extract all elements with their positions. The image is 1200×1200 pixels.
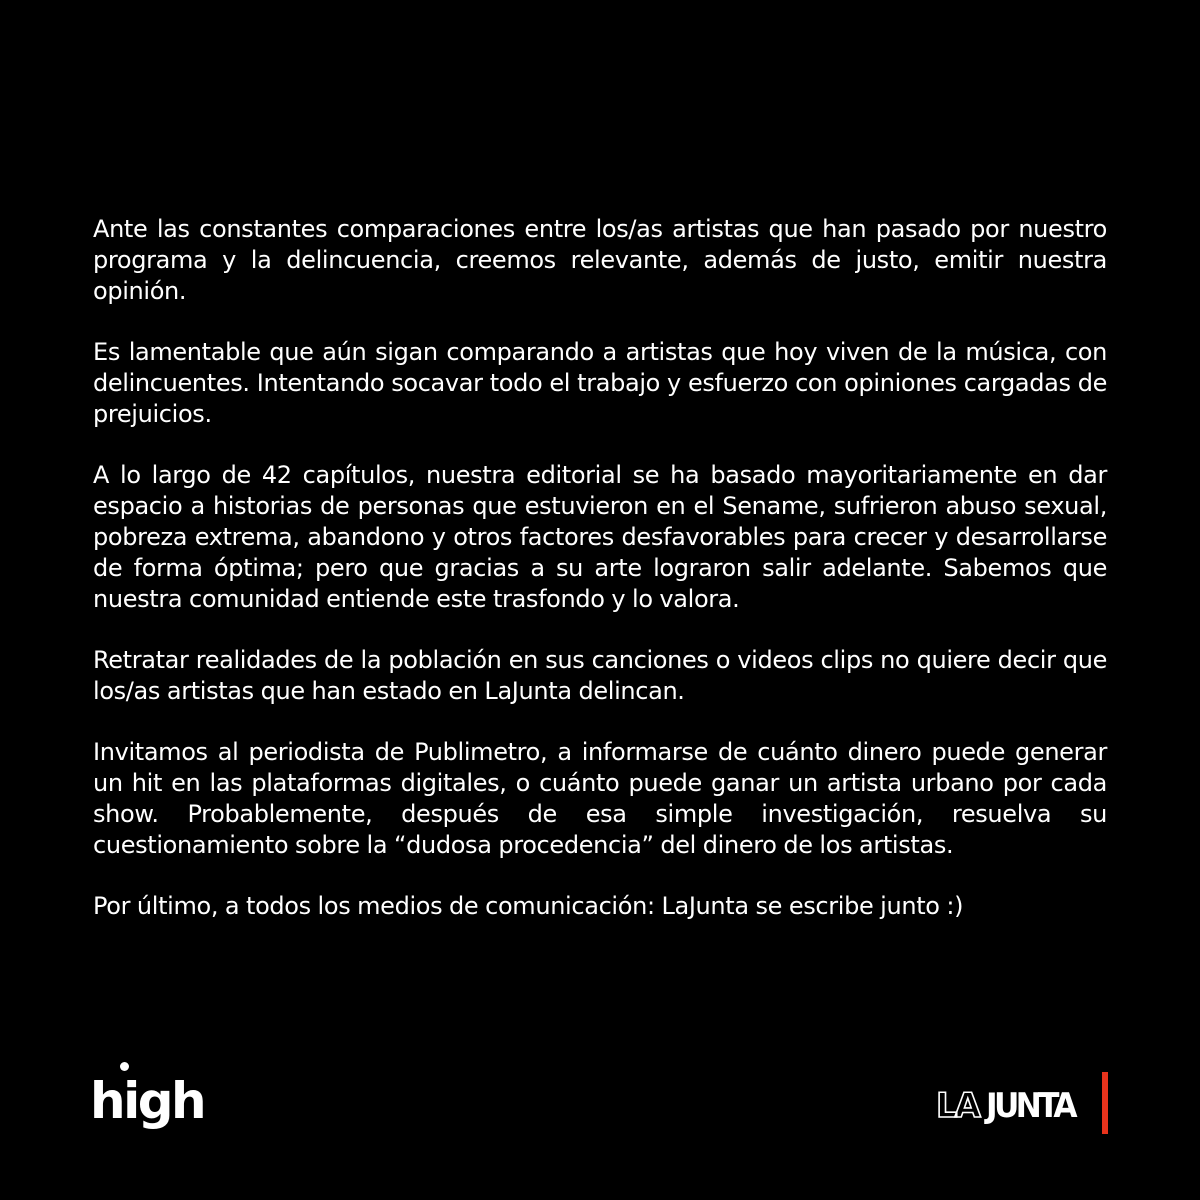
high-logo-text: high <box>90 1072 205 1130</box>
statement-body <box>93 214 1107 922</box>
statement-paragraph-3: A lo largo de 42 capítulos, nuestra editorial se ha basado mayoritariamente en dar espacio a historias de personas que estuvieron en el Sename, sufrieron abuso sexual, pobreza extrema, abandono y otros factores desfavorables para crecer y desarrollarse de forma óptima; pero que gracias a su arte lograron salir adelante. Sabemos que nuestra comunidad entiende este trasfondo y lo valora. <box>93 461 1107 613</box>
lajunta-logo-accent-bar <box>1102 1072 1108 1134</box>
high-logo-icon <box>90 1062 205 1142</box>
statement-paragraph-5: Invitamos al periodista de Publimetro, a informarse de cuánto dinero puede generar un hit en las plataformas digitales, o cuánto puede ganar un artista urbano por cada show. Probablemente, después de esa simple investigación, resuelva su cuestionamiento sobre la “dudosa procedencia” del dinero de los artistas. <box>93 738 1107 859</box>
statement-paragraph-1: Ante las constantes comparaciones entre los/as artistas que han pasado por nuestro programa y la delincuencia, creemos relevante, además de justo, emitir nuestra opinión. <box>93 215 1107 305</box>
statement-paragraph-2: Es lamentable que aún sigan comparando a artistas que hoy viven de la música, con delincuentes. Intentando socavar todo el trabajo y esfuerzo con opiniones cargadas de prejuicios. <box>93 338 1107 428</box>
lajunta-logo-junta: JUNTA <box>986 1086 1074 1126</box>
statement-paragraph-6: Por último, a todos los medios de comunicación: LaJunta se escribe junto :) <box>93 892 964 920</box>
lajunta-logo-icon <box>936 1072 1112 1136</box>
statement-paragraph-4: Retratar realidades de la población en sus canciones o videos clips no quiere decir que los/as artistas que han estado en LaJunta delincan. <box>93 646 1107 705</box>
lajunta-logo-la: LA <box>936 1086 978 1126</box>
